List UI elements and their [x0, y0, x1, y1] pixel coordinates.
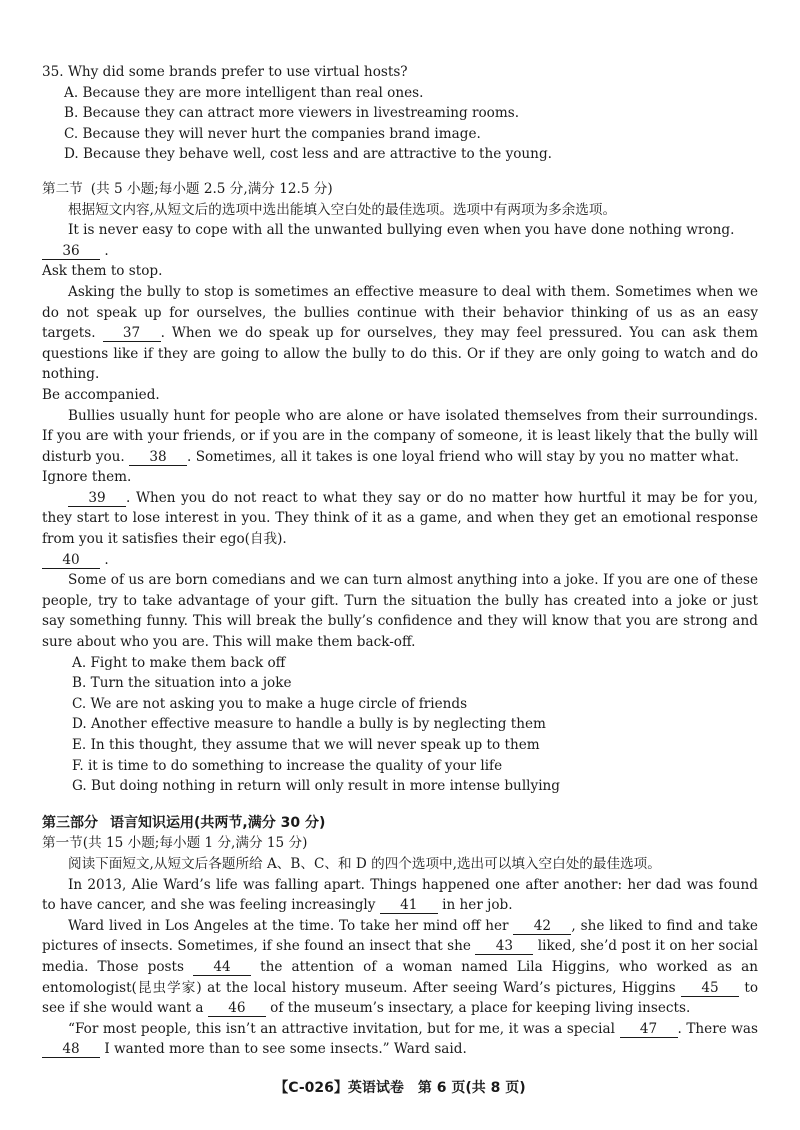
- paragraph-text: Asking the bully to stop is sometimes an effective measure to deal with them. Sometimes when we do not speak up for ourselves, the bullies continue with their behavior thinking of us as an easy targets.: [42, 283, 758, 342]
- sub-section-heading: [42, 833, 758, 854]
- paragraph-5: Some of us are born comedians and we can turn almost anything into a joke. If you are one of these people, try to take advantage of your gift. Turn the situation the bully has created into a joke or just say something funny. This will break the bully’s confidence and they will know that you are strong and sure about who you are. This will make them back-off.: [42, 572, 758, 651]
- paragraph-text: , she liked to find and take pictures of insects. Sometimes, if she found an insect that she: [42, 917, 758, 955]
- paragraph-text: the attention of a woman named Lila Higgins, who worked as an entomologist(昆虫学家) at the local history museum. After seeing Ward’s pictures, Higgins: [42, 958, 758, 996]
- gap-option-a: A. Fight to make them back off: [72, 654, 286, 671]
- gap-option-c: C. We are not asking you to make a huge circle of friends: [72, 695, 468, 712]
- blank-40-line: 40 .: [42, 550, 758, 571]
- gap-option-f: F. it is time to do something to increase the quality of your life: [72, 757, 503, 774]
- cloze-paragraph-3: [42, 1019, 758, 1060]
- gap-option-g: G. But doing nothing in return will only result in more intense bullying: [72, 778, 560, 795]
- paragraph-text: Ward lived in Los Angeles at the time. To take her mind off her: [68, 917, 509, 934]
- paragraph-4: [42, 488, 758, 550]
- paragraph-text: . Sometimes, all it takes is one loyal friend who will stay by you no matter what.: [187, 448, 739, 465]
- section-heading: [42, 179, 758, 200]
- paragraph-text: liked, she’d post it on her social media. Those posts: [42, 938, 759, 975]
- section-two: [42, 179, 758, 797]
- blank-44[interactable]: 44: [193, 959, 251, 976]
- option-b: B. Because they can attract more viewers in livestreaming rooms.: [64, 105, 520, 122]
- paragraph-text: in her job.: [442, 897, 513, 914]
- question-stem: 35. Why did some brands prefer to use virtual hosts?: [42, 64, 408, 80]
- paragraph-text: . There was: [677, 1020, 758, 1037]
- part-three: [42, 813, 758, 1060]
- blank-43[interactable]: 43: [475, 938, 533, 955]
- paragraph-text: “For most people, this isn’t an attractive invitation, but for me, it was a special: [68, 1020, 615, 1037]
- subheading-1: Ask them to stop.: [42, 263, 163, 280]
- cloze-instruction: 阅读下面短文,从短文后各题所给 A、B、C、和 D 的四个选项中,选出可以填入空白处的最佳选项。: [68, 855, 661, 872]
- section-title: 第二节: [42, 180, 83, 197]
- paragraph-2: Asking the bully to stop is sometimes an effective measure to deal with them. Sometimes when we do not speak up for ourselves, the bullies continue with their behavior thinking of us as an easy targets. 37 . When we do speak up for ourselves, they may feel pressured. You can ask them questions like if they are going to allow the bully to do this. Or if they are only going to watch and do nothing.: [42, 283, 758, 383]
- paragraph-text: In 2013, Alie Ward’s life was falling apart. Things happened one after another: her dad was found to have cancer, and she was feeling increasingly: [42, 876, 758, 914]
- gap-option-b: B. Turn the situation into a joke: [72, 675, 292, 692]
- sub-section-detail: (共 15 小题;每小题 1 分,满分 15 分): [82, 835, 308, 852]
- section-detail: (共 5 小题;每小题 2.5 分,满分 12.5 分): [90, 180, 333, 197]
- passage-intro: It is never easy to cope with all the unwanted bullying even when you have done nothing wrong.: [68, 222, 735, 239]
- paragraph-3: [42, 406, 758, 468]
- paragraph-text: I wanted more than to see some insects.” Ward said.: [104, 1041, 467, 1058]
- option-c: C. Because they will never hurt the companies brand image.: [64, 125, 481, 142]
- paragraph-text: of the museum’s insectary, a place for keeping living insects.: [270, 1000, 691, 1017]
- cloze-paragraph-1: [42, 875, 758, 916]
- section-instruction: 根据短文内容,从短文后的选项中选出能填入空白处的最佳选项。选项中有两项为多余选项。: [68, 201, 617, 218]
- paragraph-text: . When you do not react to what they say or do no matter how hurtful it may be for you, they start to lose interest in you. They think of it as a game, and when they get an emotional response from you it satisfies their ego(自我).: [42, 489, 758, 548]
- blank-36[interactable]: 36: [42, 243, 100, 260]
- sub-section-title: 第一节: [42, 835, 83, 852]
- gap-option-d: D. Another effective measure to handle a bully is by neglecting them: [72, 716, 546, 733]
- part-detail: 语言知识运用(共两节,满分 30 分): [110, 814, 326, 831]
- blank-46[interactable]: 46: [208, 1000, 266, 1017]
- blank-38[interactable]: 38: [129, 449, 187, 466]
- exam-code: 【C-026】英语试卷: [274, 1080, 404, 1096]
- blank-48[interactable]: 48: [42, 1041, 100, 1058]
- paragraph-text: to see if she would want a: [42, 979, 759, 1017]
- page-footer: [0, 1078, 800, 1099]
- blank-36-line: 36 .: [42, 241, 758, 262]
- subheading-3: Ignore them.: [42, 469, 132, 486]
- gap-option-e: E. In this thought, they assume that we will never speak up to them: [72, 737, 540, 753]
- subheading-2: Be accompanied.: [42, 386, 160, 403]
- page-number: 第 6 页(共 8 页): [417, 1080, 526, 1096]
- paragraph-text: When we do speak up for ourselves, they may feel pressured. You can ask them questions like if they are going to allow the bully to do this. Or if they are only going to watch and do nothing.: [42, 325, 758, 383]
- gap-fill-options: [72, 653, 758, 797]
- blank-37[interactable]: 37: [103, 325, 161, 342]
- blank-47[interactable]: 47: [620, 1021, 678, 1038]
- part-heading: [42, 813, 758, 834]
- option-d: D. Because they behave well, cost less and are attractive to the young.: [64, 146, 552, 163]
- paragraph-text: Bullies usually hunt for people who are alone or have isolated themselves from their surroundings. If you are with your friends, or if you are in the company of someone, it is least likely that the bully will disturb you.: [42, 407, 758, 465]
- part-title: 第三部分: [42, 814, 98, 831]
- blank-41[interactable]: 41: [380, 897, 438, 914]
- question-35: [42, 62, 758, 165]
- blank-45[interactable]: 45: [681, 980, 739, 997]
- blank-42[interactable]: 42: [513, 918, 571, 935]
- blank-40[interactable]: 40: [42, 552, 100, 569]
- blank-39[interactable]: 39: [68, 490, 126, 507]
- cloze-paragraph-2: [42, 916, 758, 1019]
- option-a: A. Because they are more intelligent than real ones.: [64, 84, 424, 101]
